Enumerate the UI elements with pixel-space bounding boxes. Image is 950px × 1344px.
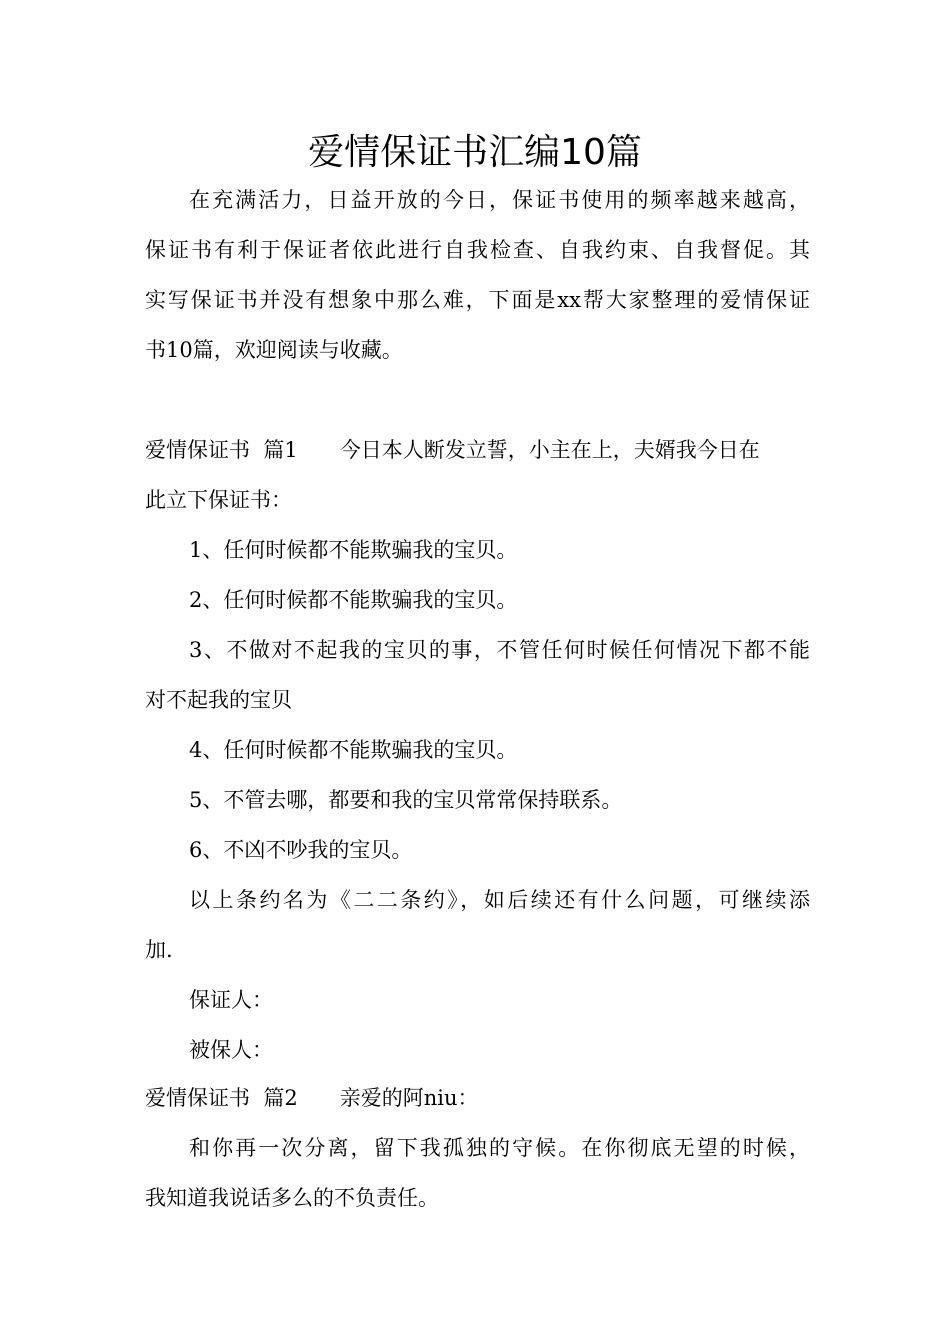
closing-line: 加. (145, 938, 173, 962)
section-2-heading: 爱情保证书 篇2 (145, 1086, 298, 1110)
guaranteed-label: 被保人： (189, 1038, 273, 1062)
section-1-heading-line (145, 435, 810, 465)
list-item-continued: 对不起我的宝贝 (145, 688, 292, 712)
intro-line: 书10篇，欢迎阅读与收藏。 (145, 338, 403, 362)
section-2-line: 我知道我说话多么的不负责任。 (145, 1186, 439, 1210)
guarantor-label: 保证人： (189, 988, 273, 1012)
section-1-opening-continued: 此立下保证书： (145, 488, 292, 512)
list-item: 3、不做对不起我的宝贝的事，不管任何时候任何情况下都不能 (189, 638, 810, 662)
intro-line: 保证书有利于保证者依此进行自我检查、自我约束、自我督促。其 (145, 238, 810, 262)
list-item: 4、任何时候都不能欺骗我的宝贝。 (189, 738, 518, 762)
intro-line: 实写保证书并没有想象中那么难，下面是xx帮大家整理的爱情保证 (145, 288, 810, 312)
list-item: 2、任何时候都不能欺骗我的宝贝。 (189, 588, 518, 612)
list-item: 1、任何时候都不能欺骗我的宝贝。 (189, 538, 518, 562)
document-title: 爱情保证书汇编10篇 (308, 132, 642, 173)
closing-line: 以上条约名为《二二条约》，如后续还有什么问题，可继续添 (189, 888, 810, 912)
section-2-heading-line (145, 1083, 810, 1113)
list-item: 5、不管去哪，都要和我的宝贝常常保持联系。 (189, 788, 623, 812)
list-item: 6、不凶不吵我的宝贝。 (189, 838, 413, 862)
section-1-opening: 今日本人断发立誓，小主在上，夫婿我今日在 (339, 438, 760, 462)
section-2-greeting: 亲爱的阿niu： (339, 1086, 479, 1110)
intro-line: 在充满活力，日益开放的今日，保证书使用的频率越来越高， (189, 188, 810, 212)
section-2-line: 和你再一次分离，留下我孤独的守候。在你彻底无望的时候， (189, 1136, 810, 1160)
section-1-heading: 爱情保证书 篇1 (145, 438, 298, 462)
